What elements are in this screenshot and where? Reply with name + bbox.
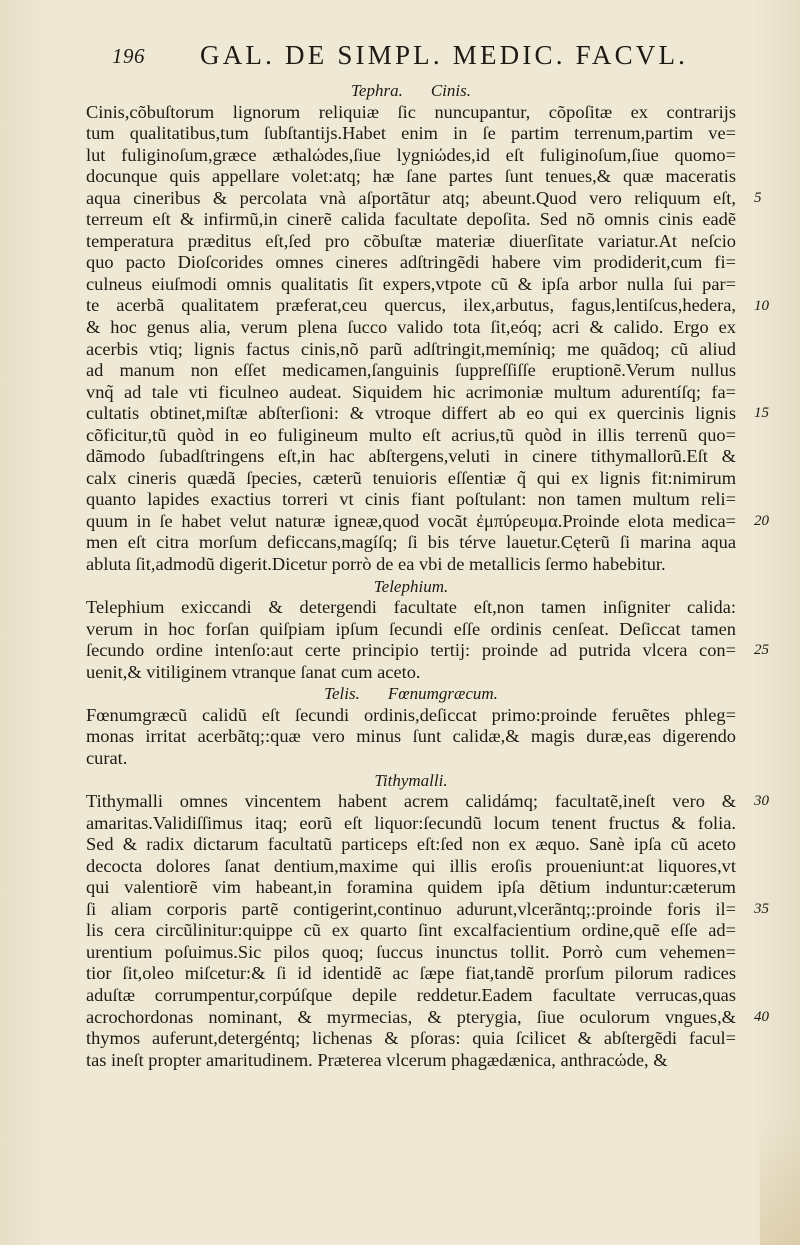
text-line: acerbis vtiq; lignis factus cinis,nõ parũ adſtringit,memíniq; me quãdoq; cũ aliud	[86, 338, 736, 359]
page-header	[112, 40, 752, 74]
text-line: culneus eiuſmodi omnis qualitatis ſit expers,vtpote cũ & ipſa arbor nulla ſui par=	[86, 273, 736, 294]
section-heading	[86, 80, 736, 102]
text-line: quo pacto Dioſcorides omnes cineres adſtringẽdi habere vim prodiderit,cum fi=	[86, 252, 736, 273]
text-line: verum in hoc forſan quiſpiam ipſum ſecundi eſſe ordinis cenſeat. Deſiccat tamen	[86, 618, 736, 639]
text-line: urentium poſuimus.Sic pilos quoq; ſuccus inunctus tollit. Porrò cum vehemen=	[86, 941, 736, 962]
text-line: thymos auferunt,detergéntq; lichenas & pſoras: quia ſcilicet & abſtergẽdi facul=	[86, 1028, 736, 1049]
text-line: qui valentiorẽ vim habeant,in foramina quidem ipſa dẽtium induntur:cæterum	[86, 877, 736, 898]
line-number: 10	[754, 297, 769, 314]
text-line: uenit,& vitiliginem vtranque ſanat cum aceto.	[86, 661, 421, 682]
text-line: men eſt citra morſum deficcans,magíſq; ſi bis térve lauetur.Cęterũ ſi marina aqua	[86, 532, 736, 553]
body-text	[86, 80, 736, 1071]
running-head: GAL. DE SIMPL. MEDIC. FACVL.	[200, 40, 689, 70]
text-line: dãmodo ſubadſtringens eſt,in hac abſtergens,veluti in cinere tithymallorũ.Eſt &	[86, 446, 736, 467]
section-heading-term: Telis.	[324, 684, 360, 704]
text-line: terreum eſt & infirmũ,in cinerẽ calida facultate depoſita. Sed nõ omnis cinis eadẽ	[86, 209, 736, 230]
text-line: te acerbã qualitatem præferat,ceu quercus, ilex,arbutus, fagus,lentiſcus,hedera,	[86, 295, 736, 316]
text-line: tum qualitatibus,tum ſubſtantijs.Habet enim in ſe partim terrenum,partim ve=	[86, 123, 736, 144]
text-line: amaritas.Validiſſimus itaq; eorũ eſt liquor:ſecundũ locum tenent fructus & folia.	[86, 812, 736, 833]
line-number: 5	[754, 189, 762, 206]
folio-number: 196	[112, 44, 145, 68]
line-number: 25	[754, 642, 769, 659]
text-line: ſecundo ordine intenſo:aut certe principio tertij: proinde ad putrida vlcera con=	[86, 640, 736, 661]
text-line: ad manum non eſſet medicamen,ſanguinis ſuppreſſiſſe eruptionẽ.Verum nullus	[86, 360, 736, 381]
section-heading	[86, 576, 736, 598]
section-heading-term: Fœnumgræcum.	[387, 684, 498, 704]
line-number: 20	[754, 513, 769, 529]
section-heading-term: Tephra.	[351, 81, 403, 100]
text-line: aduſtæ corrumpentur,corpúſque depile reddetur.Eadem facultate verrucas,quas	[86, 984, 736, 1005]
text-line: cultatis obtinet,miſtæ abſterſioni: & vtroque differt ab eo qui ex quercinis lignis	[86, 403, 736, 424]
text-line: aqua cineribus & percolata vnà aſportãtur atq; abeunt.Quod vero reliquum eſt,	[86, 187, 736, 208]
text-line: ſi aliam corporis partẽ contigerint,continuo adurunt,vlcerãntq;:proinde foris il=	[86, 898, 736, 919]
text-line: quanto lapides exactius torreri vt cinis fiant poſtulant: non tamen multum reli=	[86, 489, 736, 510]
line-number: 35	[754, 900, 769, 917]
text-line: monas irritat acerbãtq;:quæ vero minus ſunt calidæ,& magis duræ,eas digerendo	[86, 726, 736, 747]
line-number: 15	[754, 405, 769, 422]
text-line: Cinis,cõbuſtorum lignorum reliquiæ ſic nuncupantur, cõpoſitæ ex contrarijs	[86, 101, 736, 122]
text-line: calx cineris quædã ſpecies, cæterũ tenuioris eſſentiæ q̃ qui ex lignis fit:nimirum	[86, 467, 736, 488]
text-line: abluta ſit,admodũ digerit.Dicetur porrò de ea vbi de metallicis ſermo habebitur.	[86, 554, 666, 575]
text-line: docunque quis appellare volet:atq; hæ ſane partes ſunt tenues,& quæ maceratis	[86, 166, 736, 187]
text-line: quum in ſe habet velut naturæ igneæ,quod vocãt ἐμπύρευμα.Proinde elota medica=	[86, 510, 736, 531]
line-number: 40	[754, 1008, 769, 1025]
text-line: curat.	[86, 747, 128, 768]
section-heading-term: Cinis.	[430, 81, 471, 100]
section-heading	[86, 770, 736, 792]
section-heading-term: Telephium.	[373, 576, 449, 596]
text-line: cõficitur,tũ quòd in eo fuligineum multo eſt acrius,tũ quòd in illis terrenũ quo=	[86, 424, 736, 445]
text-line: lut fuliginoſum,græce æthalώdes,ſiue lygniώdes,id eſt fuliginoſum,ſiue quomo=	[86, 144, 736, 165]
text-line: vnq̃ ad tale vti ficulneo audeat. Siquidem hic acrimoniæ multum adurentíſq; fa=	[86, 381, 736, 402]
section-heading	[86, 683, 736, 705]
text-line: acrochordonas nominant, & myrmecias, & pterygia, ſiue oculorum vngues,&	[86, 1006, 736, 1027]
text-line: temperatura præditus eſt,ſed pro cõbuſtæ materiæ diuerſitate variatur.At neſcio	[86, 230, 736, 251]
text-line: tas ineſt propter amaritudinem. Præterea vlcerum phagædænica, anthracώde, &	[86, 1049, 668, 1070]
text-line: Sed & radix dictarum facultatũ particeps eſt:ſed non ex æquo. Sanè ipſa cũ aceto	[86, 834, 736, 855]
text-line: Telephium exiccandi & detergendi facultate eſt,non tamen inſigniter calida:	[86, 597, 736, 618]
page-stain	[760, 1120, 800, 1245]
text-line: tior ſit,oleo miſcetur:& ſi id identidẽ ac ſæpe fiat,tandẽ prorſum pilorum radices	[86, 963, 736, 984]
text-line: decocta dolores ſanat dentium,maxime qui illis eroſis proueniunt:at liquores,vt	[86, 855, 736, 876]
text-line: Fœnumgræcũ calidũ eſt ſecundi ordinis,deſiccat primo:proinde feruẽtes phleg=	[86, 704, 736, 725]
text-line: lis cera circũlinitur:quippe cũ ex quarto ſint excalfacientium ordine,quẽ eſſe ad=	[86, 920, 736, 941]
text-line: Tithymalli omnes vincentem habent acrem calidámq; facultatẽ,ineſt vero &	[86, 791, 736, 812]
text-line: & hoc genus alia, verum plena ſucco valido tota ſit,eóq; acri & calido. Ergo ex	[86, 317, 736, 338]
section-heading-term: Tithymalli.	[374, 770, 448, 790]
line-number: 30	[754, 793, 769, 810]
